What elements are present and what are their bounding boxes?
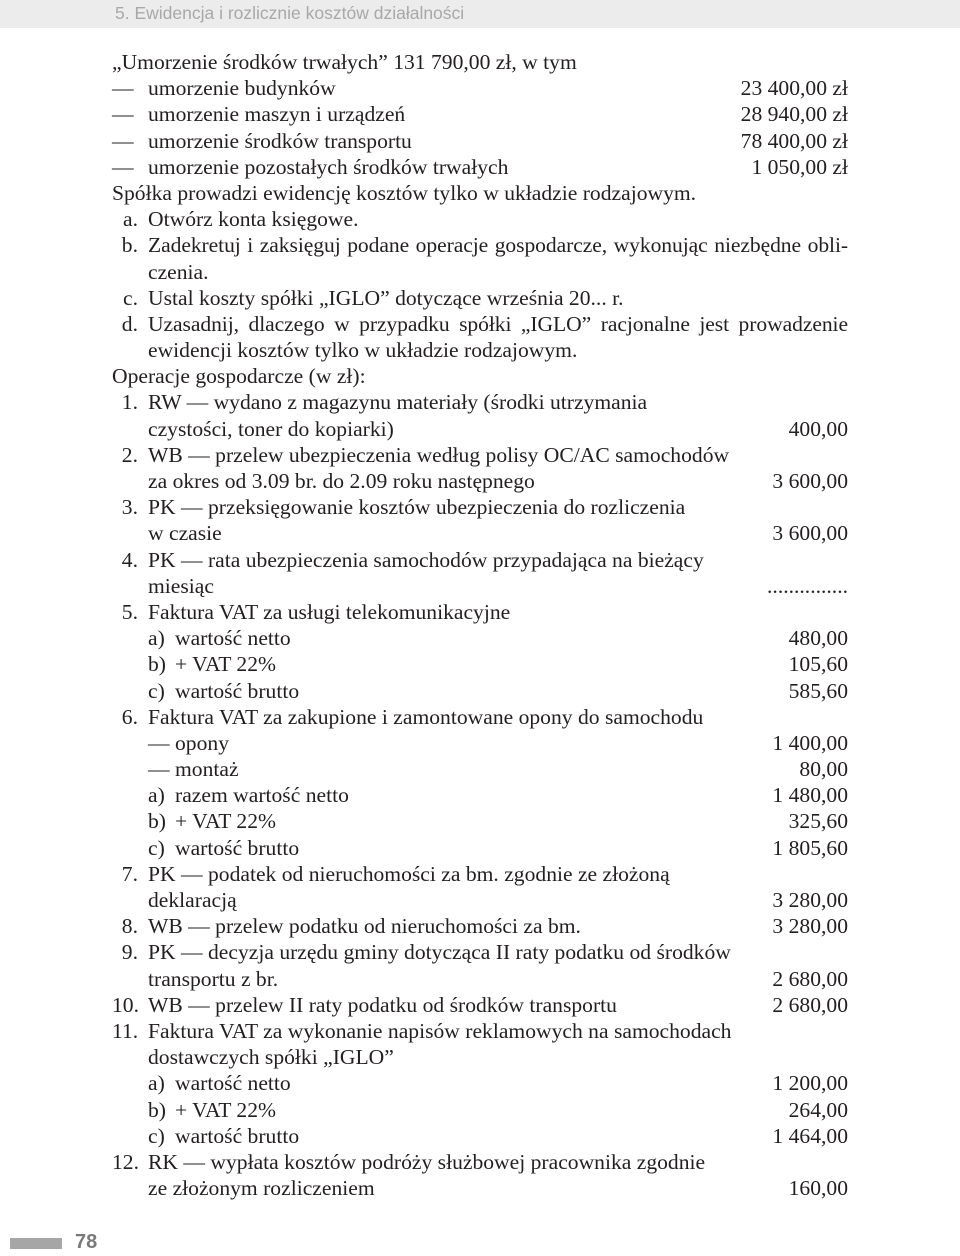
- operation-number: 7.: [121, 861, 138, 886]
- operation-text: WB — przelew II raty podatku od środków transportu: [148, 992, 617, 1017]
- subitem-label: wartość netto: [175, 1071, 291, 1096]
- subitem-marker: b): [148, 1097, 166, 1122]
- intro-text: „Umorzenie środków trwałych” 131 790,00 zł, w tym: [112, 50, 577, 74]
- operation-text: w czasie: [148, 521, 222, 546]
- operation-text: za okres od 3.09 br. do 2.09 roku następnego: [148, 469, 535, 493]
- depreciation-amount: 1 050,00 zł: [751, 154, 848, 179]
- operation-number: 8.: [121, 914, 138, 939]
- task-line-continued: [112, 259, 848, 285]
- task-item: [112, 285, 848, 311]
- subitem-amount: 80,00: [799, 757, 848, 782]
- subitem: [112, 782, 848, 808]
- depreciation-item: [112, 75, 848, 101]
- operation-line-continued: [112, 416, 848, 442]
- depreciation-label: umorzenie maszyn i urządzeń: [148, 102, 406, 127]
- operation-item: [112, 494, 848, 546]
- subitem: [112, 625, 848, 651]
- task-item: [112, 206, 848, 232]
- operation-line: [112, 1149, 848, 1175]
- operations-heading-line: [112, 363, 848, 389]
- task-text: Otwórz konta księgowe.: [148, 207, 359, 232]
- operation-amount: 2 680,00: [772, 992, 848, 1017]
- subitem-label: razem wartość netto: [175, 783, 349, 808]
- operation-line-continued: [112, 1044, 848, 1070]
- subitem-marker: c): [148, 678, 165, 703]
- subitem-label: wartość brutto: [175, 835, 300, 860]
- subitem: [112, 808, 848, 834]
- operation-line: [112, 1018, 848, 1044]
- task-text: czenia.: [148, 259, 209, 284]
- operation-amount: 3 600,00: [772, 469, 848, 493]
- operation-line: [112, 861, 848, 887]
- operation-line-continued: [112, 966, 848, 992]
- subitem-label: + VAT 22%: [175, 652, 276, 677]
- page-number: 78: [75, 1231, 98, 1253]
- subitem: [112, 1123, 848, 1149]
- depreciation-label: umorzenie pozostałych środków trwałych: [148, 154, 509, 179]
- operation-line-continued: [112, 520, 848, 546]
- operation-line: [112, 494, 848, 520]
- task-item: [112, 311, 848, 363]
- subitem-label: wartość netto: [175, 626, 291, 651]
- operation-amount: 2 680,00: [772, 966, 848, 991]
- page-content: [112, 49, 848, 1201]
- task-marker: a.: [123, 207, 138, 232]
- depreciation-label: umorzenie budynków: [148, 76, 336, 101]
- operation-item: [112, 442, 848, 494]
- task-text: Uzasadnij, dlaczego w przypadku spółki „IGLO” racjonalne jest prowadzenie: [148, 311, 848, 336]
- operation-text: Faktura VAT za wykonanie napisów reklamowych na samochodach: [148, 1018, 732, 1043]
- operation-item: [112, 861, 848, 913]
- operation-number: 6.: [121, 704, 138, 729]
- subitem: [112, 730, 848, 756]
- subitem-amount: 1 200,00: [772, 1071, 848, 1096]
- depreciation-item: [112, 128, 848, 154]
- operation-line: [112, 913, 848, 939]
- dash-marker: —: [112, 76, 134, 101]
- operation-line: [112, 992, 848, 1018]
- subitem-amount: 480,00: [788, 626, 848, 651]
- subitem-dash-marker: —: [148, 757, 170, 782]
- depreciation-amount: 78 400,00 zł: [740, 128, 848, 153]
- chapter-title: 5. Ewidencja i rozlicznie kosztów działalności: [115, 3, 465, 23]
- operation-text: miesiąc: [148, 573, 214, 598]
- task-item: [112, 232, 848, 284]
- operation-number: 12.: [112, 1149, 139, 1174]
- operation-item: [112, 1149, 848, 1201]
- subitem-amount: 325,60: [788, 809, 848, 834]
- operation-line-continued: [112, 468, 848, 494]
- operation-amount-blank: ...............: [767, 573, 848, 598]
- operation-item: [112, 913, 848, 939]
- operation-text: czystości, toner do kopiarki): [148, 416, 394, 441]
- operation-amount: 400,00: [788, 416, 848, 441]
- subitem-amount: 1 805,60: [772, 835, 848, 860]
- operation-amount: 3 280,00: [772, 888, 848, 912]
- subitem-marker: c): [148, 835, 165, 860]
- subitem-label: + VAT 22%: [175, 809, 276, 834]
- operation-number: 1.: [121, 390, 138, 415]
- task-marker: c.: [123, 285, 138, 310]
- depreciation-item: [112, 101, 848, 127]
- operation-number: 4.: [121, 547, 138, 572]
- operation-item: [112, 704, 848, 861]
- statement-line: [112, 180, 848, 206]
- task-marker: b.: [121, 233, 138, 258]
- operation-amount: 3 280,00: [772, 914, 848, 939]
- task-text: Ustal koszty spółki „IGLO” dotyczące września 20... r.: [148, 285, 624, 310]
- task-line: [112, 206, 848, 232]
- depreciation-label: umorzenie środków transportu: [148, 128, 412, 153]
- page-number-bar: [10, 1238, 62, 1249]
- operation-line: [112, 389, 848, 415]
- operation-amount: 3 600,00: [772, 521, 848, 546]
- operation-line: [112, 599, 848, 625]
- operation-text: PK — rata ubezpieczenia samochodów przypadająca na bieżący: [148, 547, 704, 572]
- depreciation-amount: 28 940,00 zł: [740, 102, 848, 127]
- depreciation-amount: 23 400,00 zł: [740, 76, 848, 101]
- subitem-label: opony: [175, 730, 229, 755]
- task-line: [112, 232, 848, 258]
- operation-item: [112, 389, 848, 441]
- subitem-dash-marker: —: [148, 730, 170, 755]
- dash-marker: —: [112, 154, 134, 179]
- operation-number: 5.: [121, 599, 138, 624]
- operation-item: [112, 599, 848, 704]
- subitem-marker: a): [148, 1071, 165, 1096]
- task-line-continued: [112, 337, 848, 363]
- operation-item: [112, 992, 848, 1018]
- operation-line: [112, 704, 848, 730]
- operation-text: RK — wypłata kosztów podróży służbowej pracownika zgodnie: [148, 1149, 706, 1174]
- dash-marker: —: [112, 128, 134, 153]
- subitem-label: wartość brutto: [175, 678, 300, 703]
- subitem-label: montaż: [175, 757, 239, 782]
- statement-text: Spółka prowadzi ewidencję kosztów tylko w układzie rodzajowym.: [112, 180, 697, 205]
- operation-text: WB — przelew podatku od nieruchomości za bm.: [148, 914, 581, 939]
- subitem-amount: 1 400,00: [772, 730, 848, 755]
- subitem-amount: 264,00: [788, 1097, 848, 1122]
- operation-text: transportu z br.: [148, 966, 279, 991]
- operation-line-continued: [112, 887, 848, 913]
- subitem-label: wartość brutto: [175, 1123, 300, 1148]
- operation-text: ze złożonym rozliczeniem: [148, 1176, 375, 1201]
- operation-text: PK — podatek od nieruchomości za bm. zgodnie ze złożoną: [148, 861, 670, 886]
- operation-text: Faktura VAT za zakupione i zamontowane opony do samochodu: [148, 704, 704, 729]
- task-line: [112, 311, 848, 337]
- operation-line-continued: [112, 1175, 848, 1201]
- subitem-label: + VAT 22%: [175, 1097, 276, 1122]
- operation-item: [112, 547, 848, 599]
- operation-text: WB — przelew ubezpieczenia według polisy OC/AC samochodów: [148, 442, 730, 467]
- operations-heading: Operacje gospodarcze (w zł):: [112, 364, 366, 389]
- subitem-amount: 105,60: [788, 652, 848, 677]
- subitem: [112, 835, 848, 861]
- task-marker: d.: [121, 311, 138, 336]
- running-header: [0, 0, 960, 28]
- task-text: Zadekretuj i zaksięguj podane operacje gospodarcze, wykonując niezbędne obli-: [148, 233, 848, 258]
- operation-text: Faktura VAT za usługi telekomunikacyjne: [148, 599, 511, 624]
- subitem-marker: a): [148, 783, 165, 808]
- operation-line-continued: [112, 573, 848, 599]
- operation-line: [112, 442, 848, 468]
- subitem-marker: b): [148, 809, 166, 834]
- operation-item: [112, 1018, 848, 1149]
- subitem-marker: c): [148, 1123, 165, 1148]
- operation-line: [112, 547, 848, 573]
- subitem-amount: 1 464,00: [772, 1123, 848, 1148]
- operation-text: dostawczych spółki „IGLO”: [148, 1045, 394, 1070]
- operation-line: [112, 939, 848, 965]
- operation-text: deklaracją: [148, 888, 237, 912]
- intro-line: [112, 49, 848, 75]
- subitem-amount: 585,60: [788, 678, 848, 703]
- subitem: [112, 678, 848, 704]
- dash-marker: —: [112, 102, 134, 127]
- subitem: [112, 1097, 848, 1123]
- subitem-marker: a): [148, 626, 165, 651]
- operation-number: 10.: [112, 992, 139, 1017]
- operation-number: 9.: [121, 940, 138, 965]
- operation-text: RW — wydano z magazynu materiały (środki utrzymania: [148, 390, 648, 415]
- operation-number: 11.: [112, 1018, 139, 1043]
- subitem-marker: b): [148, 652, 166, 677]
- depreciation-item: [112, 154, 848, 180]
- task-text: ewidencji kosztów tylko w układzie rodzajowym.: [148, 338, 578, 363]
- subitem: [112, 756, 848, 782]
- operation-number: 2.: [121, 442, 138, 467]
- subitem-amount: 1 480,00: [772, 783, 848, 808]
- operation-amount: 160,00: [788, 1176, 848, 1201]
- operation-number: 3.: [121, 495, 138, 520]
- operation-text: PK — decyzja urzędu gminy dotycząca II raty podatku od środków: [148, 940, 731, 965]
- operation-item: [112, 939, 848, 991]
- subitem: [112, 1070, 848, 1096]
- operation-text: PK — przeksięgowanie kosztów ubezpieczenia do rozliczenia: [148, 495, 686, 520]
- subitem: [112, 651, 848, 677]
- task-line: [112, 285, 848, 311]
